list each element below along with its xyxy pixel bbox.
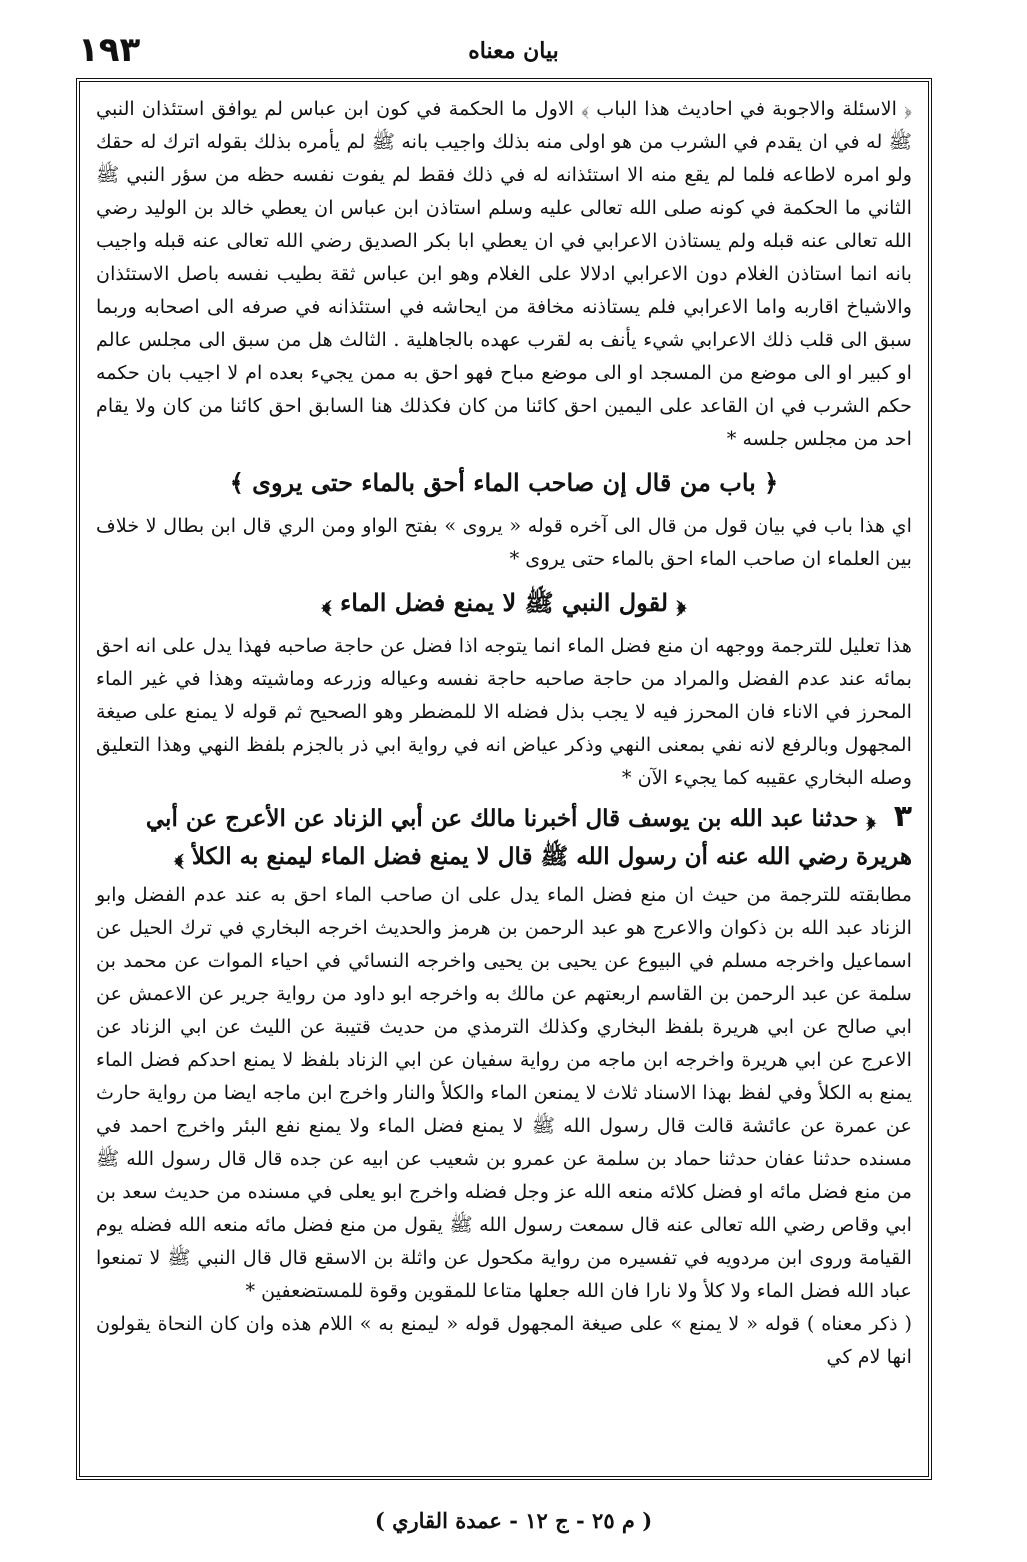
chapter-heading: ﴿ باب من قال إن صاحب الماء أحق بالماء حتى يروى ﴾ [229,468,779,497]
section-questions-answers: ﴿ الاسئلة والاجوبة في احاديث هذا الباب ﴾ الاول ما الحكمة في كون ابن عباس لم يوافق استئذان النبي ﷺ له في ان يقدم في الشرب من هو اولى منه بذلك واجيب بانه ﷺ لم يأمره بذلك بقوله اترك له حقك ولو امره لاطاعه فلما لم يقع منه الا استئذانه له في ذلك فقط لم يفوت نفسه حظه من سؤر النبي ﷺ الثاني ما الحكمة في كونه صلى الله تعالى عليه وسلم استاذن ابن عباس ان يعطي خالد بن الوليد رضي الله تعالى عنه قبله ولم يستاذن الاعرابي في ان يعطي ابا بكر الصديق رضي الله تعالى عنه قبله واجيب بانه انما استاذن الغلام دون الاعرابي ادلالا على الغلام وهو ابن عباس ثقة بطيب نفسه باصل الاستئذان والاشياخ اقاربه واما الاعرابي فلم يستاذنه مخافة من ايحاشه في استئذانه في صرفه الى اصحابه وربما سبق الى قلب ذلك الاعرابي شيء يأنف به لقرب عهده بالجاهلية . الثالث هل من سبق الى مجلس عالم او كبير او الى موضع من المسجد او الى موضع مباح فهو احق به ممن يجيء بعده ام لا اجيب بان حكمه حكم الشرب في ان القاعد على اليمين احق كائنا من كان فكذلك هنا السابق احق كائنا من كان ولا يقام احد من مجلس جلسه * [96,97,912,450]
chapter-explanation: اي هذا باب في بيان قول من قال الى آخره قوله « يروى » بفتح الواو ومن الري قال ابن بطال لا خلاف بين العلماء ان صاحب الماء احق بالماء حتى يروى * [96,514,912,570]
meaning-line: ( ذكر معناه ) قوله « لا يمنع » على صيغة المجهول قوله « ليمنع به » اللام هذه وان كان النحاة يقولون انها لام كي [96,1312,912,1368]
page-number: ١٩٣ [78,30,141,70]
hadith-number: ٣ [893,799,912,834]
hadith-text: ﴿ حدثنا عبد الله بن يوسف قال أخبرنا مالك عن أبي الزناد عن الأعرج عن أبي هريرة رضي الله عنه أن رسول الله ﷺ قال لا يمنع فضل الماء ليمنع به الكلأ ﴾ [145,805,912,870]
commentary: مطابقته للترجمة من حيث ان منع فضل الماء يدل على ان صاحب الماء احق به عند عدم الفضل وابو الزناد عبد الله بن ذكوان والاعرج هو عبد الرحمن بن هرمز والحديث اخرجه البخاري في ترك الحيل عن اسماعيل واخرجه مسلم في البيوع عن يحيى بن يحيى واخرجه النسائي في احياء الموات عن محمد بن سلمة عن عبد الرحمن بن القاسم اربعتهم عن مالك به واخرجه ابو داود من رواية جرير عن الاعمش عن ابي صالح عن ابي هريرة بلفظ البخاري وكذلك الترمذي من حديث قتيبة عن الليث عن ابي الزناد عن الاعرج عن ابي هريرة واخرجه ابن ماجه من رواية سفيان عن ابي الزناد بلفظ لا يمنع احدكم فضل الماء يمنع به الكلأ وفي لفظ بهذا الاسناد ثلاث لا يمنعن الماء والكلأ والنار واخرج ابن ماجه ايضا من رواية حارث عن عمرة عن عائشة قالت قال رسول الله ﷺ لا يمنع فضل الماء ولا يمنع نفع البئر واخرج احمد في مسنده حدثنا عفان حدثنا حماد بن سلمة عن عمرو بن شعيب عن ابيه عن جده قال قال رسول الله ﷺ من منع فضل مائه او فضل كلائه منعه الله عز وجل فضله واخرج ابو يعلى في مسنده من حديث سعد بن ابي وقاص رضي الله تعالى عنه قال سمعت رسول الله ﷺ يقول من منع فضل مائه منعه الله فضله يوم القيامة وروى ابن مردويه في تفسيره من رواية مكحول عن واثلة بن الاسقع قال قال النبي ﷺ لا تمنعوا عباد الله فضل الماء ولا كلأ ولا نارا فان الله جعلها متاعا للمقوين وقوة للمستضعفين * [96,883,912,1302]
tarjama-heading: ﴿ لقول النبي ﷺ لا يمنع فضل الماء ﴾ [321,588,687,617]
tarjama-explanation: هذا تعليل للترجمة ووجهه ان منع فضل الماء انما يتوجه اذا فضل عن حاجة صاحبه فهذا يدل على انه احق بمائه عند عدم الفضل والمراد من حاجة صاحبه حاجة نفسه وعياله وزرعه وماشيته وهذا في غير الماء المحرز في الاناء فان المحرز فيه لا يجب بذل فضله الا للمضطر وهو الصحيح ثم قوله لا يمنع على صيغة المجهول وبالرفع لانه نفي بمعنى النهي وذكر عياض انه في رواية ابي ذر بالجزم بلفظ النهي وهذا التعليق وصله البخاري عقيبه كما يجيء الآن * [96,634,912,789]
running-head: بيان معناه [468,38,559,64]
footer-signature: ( م ٢٥ - ج ١٢ - عمدة القاري ) [374,1508,653,1533]
hadith-block [96,798,912,876]
text-frame [76,78,932,1480]
